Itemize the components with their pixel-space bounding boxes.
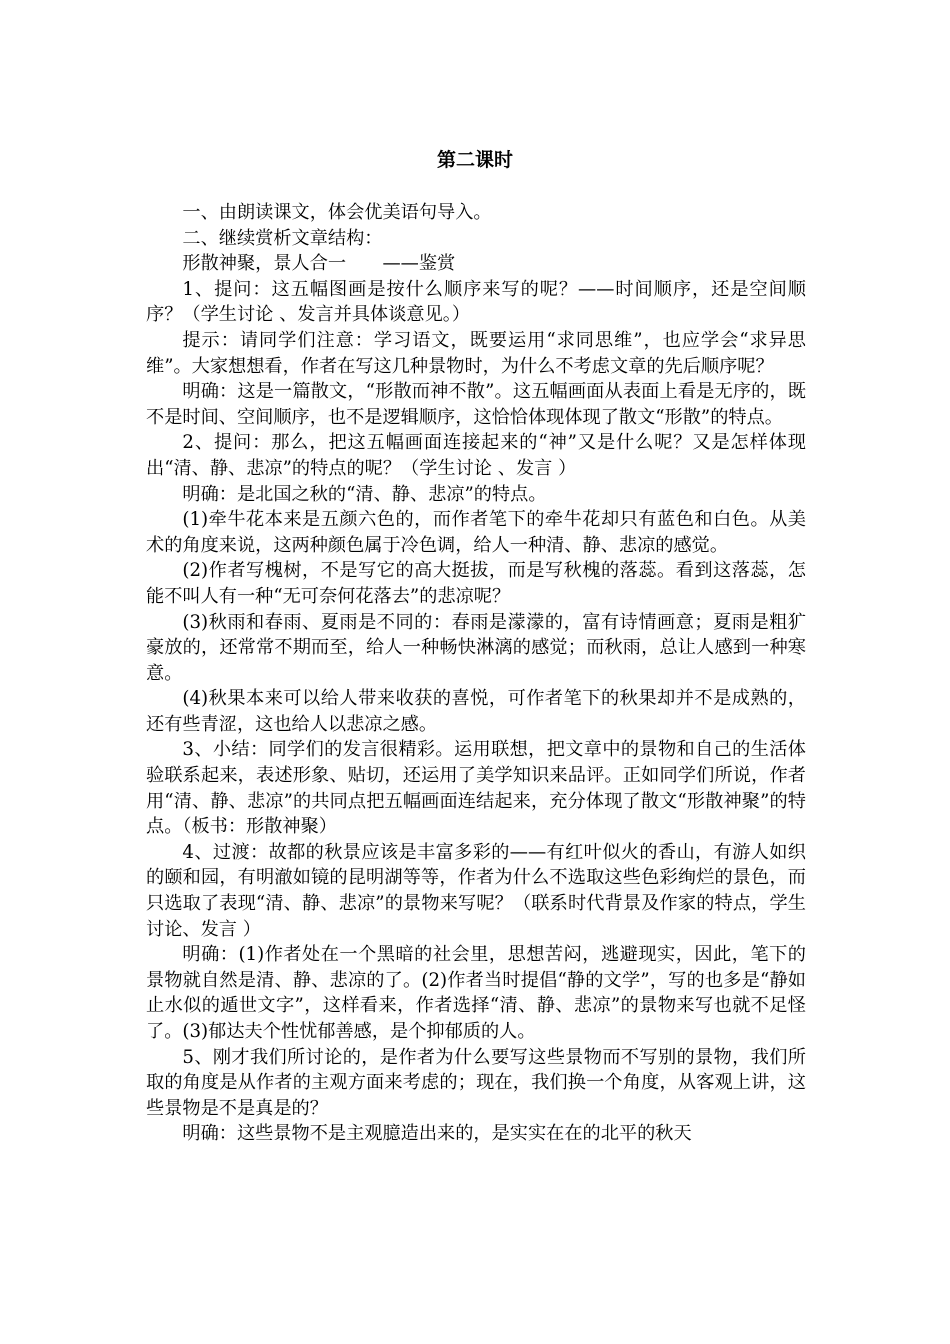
paragraph: (4)秋果本来可以给人带来收获的喜悦，可作者笔下的秋果却并不是成熟的，还有些青涩，这也给人以悲凉之感。: [146, 688, 806, 735]
paragraph: 2、提问：那么，把这五幅画面连接起来的“神”又是什么呢？又是怎样体现出“清、静、悲凉”的特点的呢？（学生讨论 、发言 ）: [146, 432, 806, 479]
document-body: [146, 200, 806, 1147]
paragraph: 1、提问：这五幅图画是按什么顺序来写的呢？——时间顺序，还是空间顺序？（学生讨论 、发言并具体谈意见。）: [146, 278, 806, 326]
paragraph: 3、小结：同学们的发言很精彩。运用联想，把文章中的景物和自己的生活体验联系起来，表述形象、贴切，还运用了美学知识来品评。正如同学们所说，作者用“清、静、悲凉”的共同点把五幅画面连结起来，充分体现了散文“形散神聚”的特点。（板书：形散神聚）: [146, 739, 806, 838]
paragraph: 一、由朗读课文，体会优美语句导入。: [182, 202, 492, 223]
paragraph: 明确：这是一篇散文，“形散而神不散”。这五幅画面从表面上看是无序的，既不是时间、空间顺序，也不是逻辑顺序，这恰恰体现体现了散文“形散”的特点。: [146, 381, 806, 428]
paragraph: 5、刚才我们所讨论的，是作者为什么要写这些景物而不写别的景物，我们所取的角度是从作者的主观方面来考虑的；现在，我们换一个角度，从客观上讲，这些景物是不是真是的？: [146, 1046, 806, 1119]
paragraph: 形散神聚，景人合一 ——鉴赏: [182, 253, 456, 275]
paragraph: (2)作者写槐树，不是写它的高大挺拔，而是写秋槐的落蕊。看到这落蕊，怎能不叫人有一种“无可奈何花落去”的悲凉呢？: [146, 560, 806, 607]
paragraph: 明确：是北国之秋的“清、静、悲凉”的特点。: [182, 483, 547, 505]
paragraph: 提示：请同学们注意：学习语文，既要运用“求同思维”，也应学会“求异思维”。大家想想看，作者在写这几种景物时，为什么不考虑文章的先后顺序呢？: [146, 329, 806, 377]
paragraph: 4、过渡：故都的秋景应该是丰富多彩的——有红叶似火的香山，有游人如织的颐和园，有明澈如镜的昆明湖等等，作者为什么不选取这些色彩绚烂的景色，而只选取了表现“清、静、悲凉”的景物来写呢？（联系时代背景及作家的特点，学生讨论、发言 ）: [146, 841, 806, 940]
paragraph: 明确：这些景物不是主观臆造出来的，是实实在在的北平的秋天: [182, 1123, 692, 1145]
paragraph: 明确：(1)作者处在一个黑暗的社会里，思想苦闷，逃避现实，因此，笔下的景物就自然是清、静、悲凉的了。(2)作者当时提倡“静的文学”，写的也多是“静如止水似的遁世文字”，这样看来，作者选择“清、静、悲凉”的景物来写也就不足怪了。(3)郁达夫个性忧郁善感，是个抑郁质的人。: [146, 944, 806, 1042]
paragraph: 二、继续赏析文章结构：: [182, 227, 383, 249]
page-title: 第二课时: [436, 149, 513, 171]
paragraph: (3)秋雨和春雨、夏雨是不同的：春雨是濛濛的，富有诗情画意；夏雨是粗犷豪放的，还常常不期而至，给人一种畅快淋漓的感觉；而秋雨，总让人感到一种寒意。: [146, 611, 806, 684]
paragraph: (1)牵牛花本来是五颜六色的，而作者笔下的牵牛花却只有蓝色和白色。从美术的角度来说，这两种颜色属于冷色调，给人一种清、静、悲凉的感觉。: [146, 509, 806, 556]
